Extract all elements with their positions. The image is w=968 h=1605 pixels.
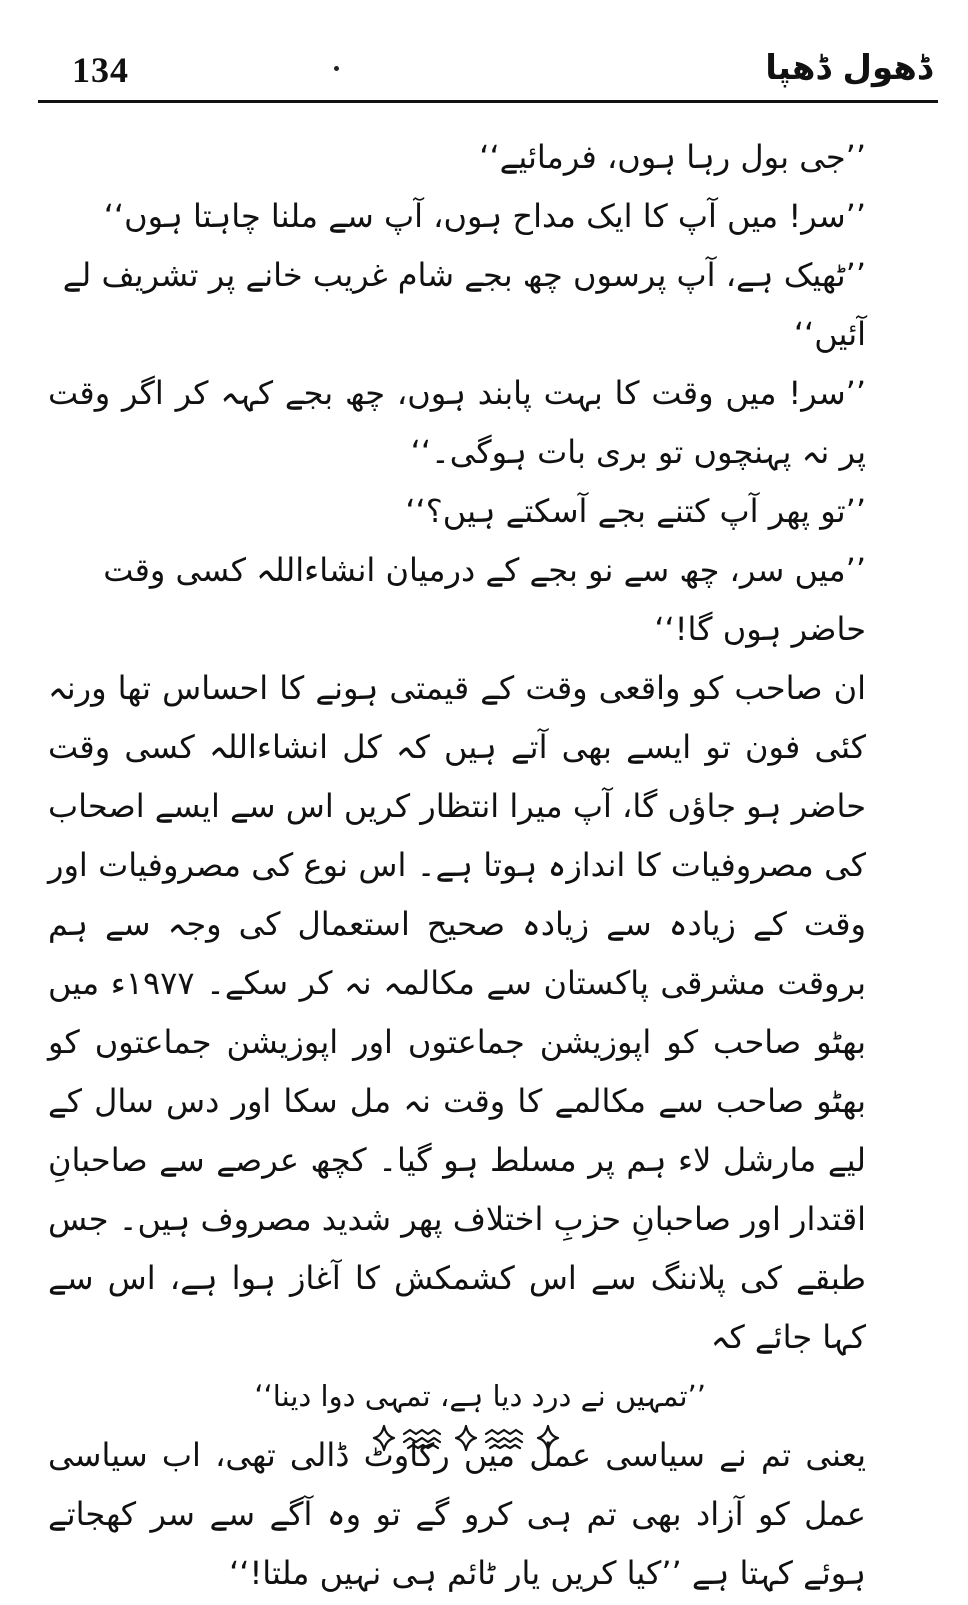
verse-quote: ’’تمہیں نے درد دیا ہے، تمہی دوا دینا‘‘: [254, 1379, 706, 1413]
running-book-title: ڈھول ڈھپا: [765, 48, 932, 88]
page-body-text: [48, 128, 896, 1603]
header-dot-mark: [334, 66, 339, 71]
page-number: 134: [72, 50, 129, 90]
dialogue-line: ’’سر! میں آپ کا ایک مداح ہوں، آپ سے ملنا چاہتا ہوں‘‘: [103, 197, 866, 235]
body-paragraph: ان صاحب کو واقعی وقت کے قیمتی ہونے کا احساس تھا ورنہ کئی فون تو ایسے بھی آتے ہیں کہ کل انشاءاللہ کسی وقت حاضر ہو جاؤں گا، آپ میرا انتظار کریں اس سے ایسے اصحاب کی مصروفیات کا اندازہ ہوتا ہے۔ اس نوع کی مصروفیات اور وقت کے زیادہ سے زیادہ صحیح استعمال کی وجہ سے ہم بروقت مشرقی پاکستان سے مکالمہ نہ کر سکے۔ ۱۹۷۷ء میں بھٹو صاحب کو اپوزیشن جماعتوں اور اپوزیشن جماعتوں کو بھٹو صاحب سے مکالمے کا وقت نہ مل سکا اور دس سال کے لیے مارشل لاء ہم پر مسلط ہو گیا۔ کچھ عرصے سے صاحبانِ اقتدار اور صاحبانِ حزبِ اختلاف پھر شدید مصروف ہیں۔ جس طبقے کی پلاننگ سے اس کشمکش کا آغاز ہوا ہے، اس سے کہا جائے کہ: [48, 669, 867, 1356]
section-end-ornament-icon: [360, 1418, 590, 1458]
dialogue-line: ’’سر! میں وقت کا بہت پابند ہوں، چھ بجے کہہ کر اگر وقت پر نہ پہنچوں تو بری بات ہوگی۔‘‘: [48, 374, 866, 471]
dialogue-line: ’’جی بول رہا ہوں، فرمائیے‘‘: [479, 138, 866, 176]
header-divider-line: [38, 100, 938, 103]
dialogue-line: ’’ٹھیک ہے، آپ پرسوں چھ بجے شام غریب خانے پر تشریف لے آئیں‘‘: [62, 256, 866, 353]
dialogue-line: ’’تو پھر آپ کتنے بجے آسکتے ہیں؟‘‘: [405, 492, 866, 530]
dialogue-line: ’’میں سر، چھ سے نو بجے کے درمیان انشاءاللہ کسی وقت حاضر ہوں گا!‘‘: [103, 551, 866, 648]
page-header: [38, 40, 938, 106]
body-paragraph: یعنی تم نے سیاسی عمل میں رکاوٹ ڈالی تھی، اب سیاسی عمل کو آزاد بھی تم ہی کرو گے تو وہ آگے سے سر کھجاتے ہوئے کہتا ہے ’’کیا کریں یار ٹائم ہی نہیں ملتا!‘‘: [48, 1436, 866, 1592]
